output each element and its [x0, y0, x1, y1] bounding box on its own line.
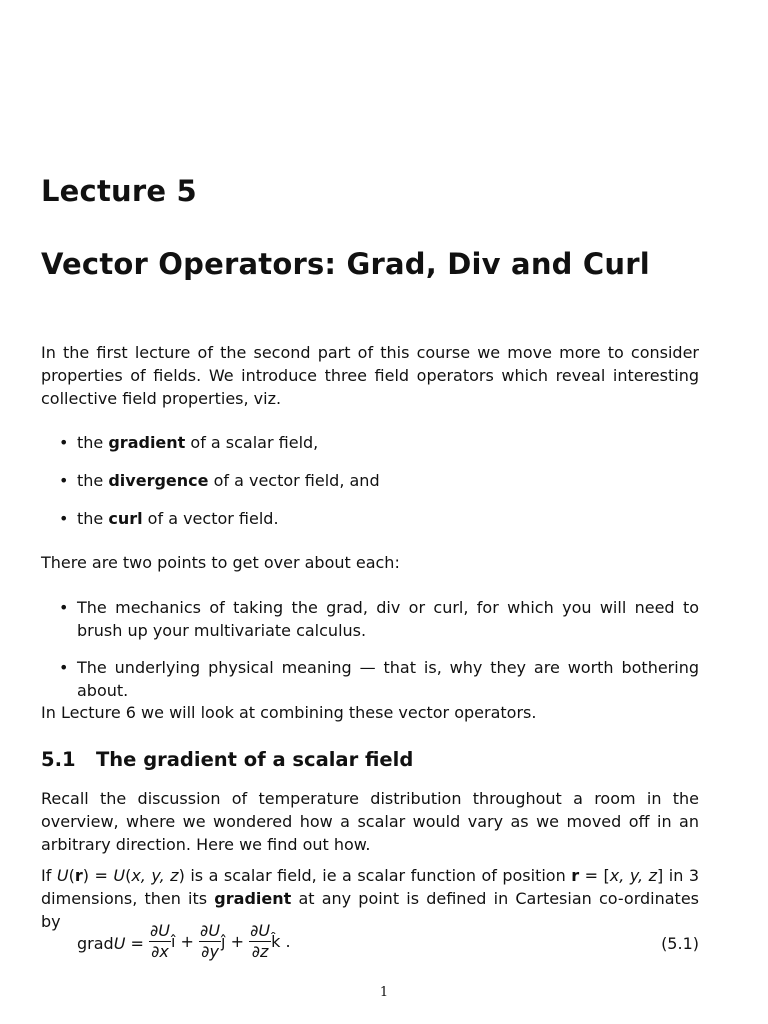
list-item: • the gradient of a scalar field, [59, 433, 319, 452]
section-number: 5.1 [41, 748, 76, 771]
term-gradient: gradient [108, 433, 186, 452]
term-divergence: divergence [108, 471, 209, 490]
points-list [41, 596, 699, 716]
page-number: 1 [379, 985, 389, 1000]
bullet-icon: • [59, 598, 69, 617]
partial-z-fraction: $\frac{\partial U}{\partial z}$ [250, 921, 271, 961]
partial-y-fraction: $\frac{\partial U}{\partial y}$ [200, 921, 221, 961]
bullet-icon: • [59, 658, 69, 677]
equation-lhs: gradU = [77, 934, 144, 953]
list-item: • The underlying physical meaning — that is, why they are worth bothering about. [59, 658, 699, 700]
section-heading [41, 748, 413, 771]
i-hat: î [171, 932, 176, 951]
k-hat: k̂ [271, 932, 281, 951]
intro-paragraph: In the first lecture of the second part of this course we move more to consider properties of fields. We introduce three field operators which reveal interesting collective field properties, viz. [41, 343, 699, 408]
definition-paragraph: If U(r) = U(x, y, z) is a scalar field, ie a scalar function of position r = [x, y, z] in 3 dimensions, then its gradient at any point is defined in Cartesian co-ordinates by [41, 866, 700, 931]
section-title: The gradient of a scalar field [96, 748, 414, 771]
equation-number: (5.1) [661, 934, 699, 953]
term-curl: curl [108, 509, 143, 528]
recall-paragraph: Recall the discussion of temperature distribution throughout a room in the overview, where we wondered how a scalar would vary as we moved off in an arbitrary direction. Here we find out how. [41, 789, 699, 854]
partial-x-fraction: $\frac{\partial U}{\partial x}$ [150, 921, 170, 961]
page-title: Vector Operators: Grad, Div and Curl [41, 247, 650, 281]
chapter-heading: Lecture 5 [41, 174, 197, 208]
operator-list [41, 431, 699, 545]
term-gradient-def: gradient [214, 889, 292, 908]
points-intro: There are two points to get over about each: [41, 553, 400, 572]
combining-paragraph: In Lecture 6 we will look at combining these vector operators. [41, 703, 537, 722]
list-item: • the divergence of a vector field, and [59, 471, 380, 490]
gradient-equation [77, 921, 699, 969]
j-hat: ĵ [221, 932, 226, 951]
bullet-icon: • [59, 471, 69, 490]
list-item: • the curl of a vector field. [59, 509, 279, 528]
bullet-icon: • [59, 433, 69, 452]
equation-rhs: $\frac{\partial U}{\partial x}$ î + $\frac{\partial U}{\partial y}$ ĵ + $\frac{\partial U}{\partial z}$ k̂ . [150, 921, 291, 961]
bullet-icon: • [59, 509, 69, 528]
list-item: • The mechanics of taking the grad, div or curl, for which you will need to brush up your multivariate calculus. [59, 598, 699, 640]
